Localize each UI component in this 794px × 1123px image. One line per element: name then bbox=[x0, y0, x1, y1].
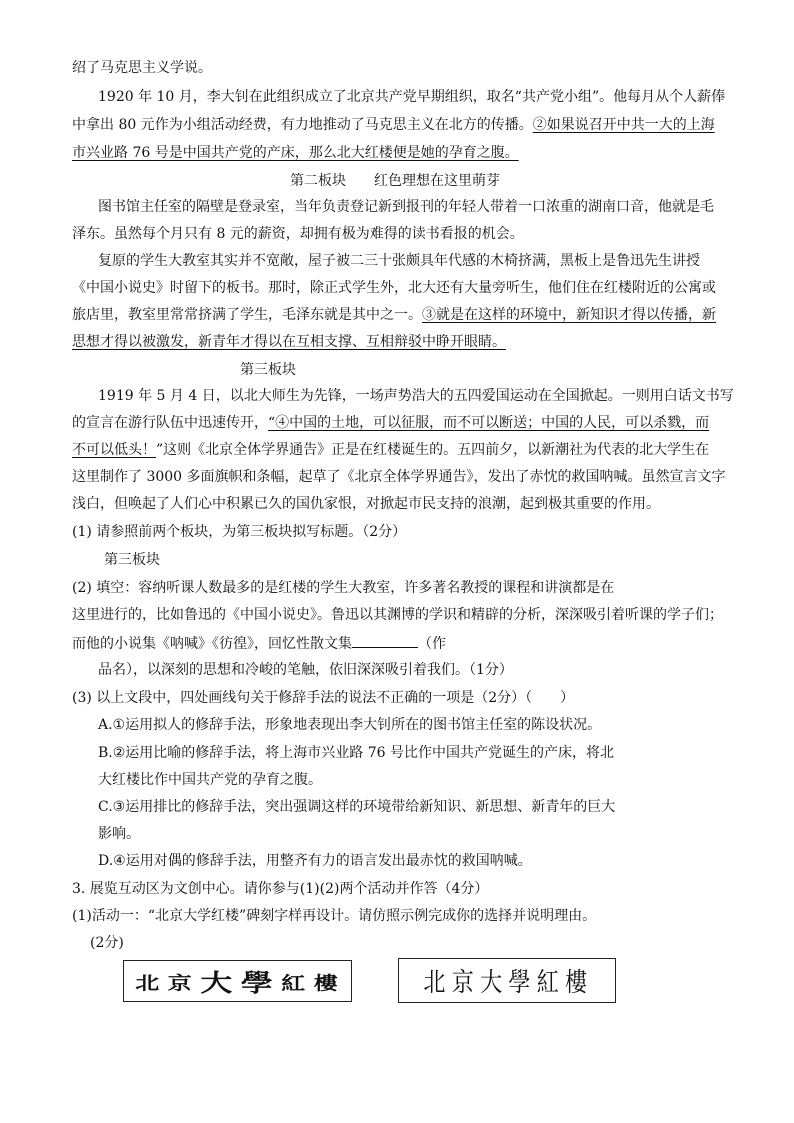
section-heading-2: 第二板块 红色理想在这里萌芽 bbox=[290, 173, 500, 189]
option-c-cont: 影响。 bbox=[98, 826, 140, 842]
calligraphy-char: 紅 bbox=[281, 971, 308, 994]
option-a: A.①运用拟人的修辞手法，形象地表现出李大钊所在的图书馆主任室的陈设状况。 bbox=[98, 717, 602, 733]
text-line bbox=[72, 115, 715, 135]
calligraphy-char: 大 bbox=[200, 968, 235, 997]
text-line: 绍了马克思主义学说。 bbox=[72, 60, 212, 76]
text-segment: 的宣言在游行队伍中迅速传开， bbox=[72, 415, 268, 431]
calligraphy-char: 京 bbox=[451, 968, 478, 998]
question-section-3: 3. 展览互动区为文创中心。请你参与(1)(2)两个活动并作答（4分） bbox=[72, 881, 489, 897]
calligraphy-char: 京 bbox=[167, 971, 194, 994]
text-line: 泽东。虽然每个月只有 8 元的薪资，却拥有极为难得的读书看报的机会。 bbox=[72, 226, 524, 242]
answer-label: 第三板块 bbox=[104, 552, 160, 568]
text-line: 浅白，但唤起了人们心中积累已久的国仇家恨，对掀起市民支持的浪潮，起到极其重要的作用。 bbox=[72, 496, 660, 512]
text-segment: 旅店里，教室里常常挤满了学生，毛泽东就是其中之一。 bbox=[72, 307, 422, 323]
question-2: (2) 填空：容纳听课人数最多的是红楼的学生大教室，许多著名教授的课程和讲演都是在 bbox=[72, 580, 615, 596]
option-c: C.③运用排比的修辞手法，突出强调这样的环境带给新知识、新思想、新青年的巨大 bbox=[98, 799, 616, 815]
text-line: 《中国小说史》时留下的板书。那时，除正式学生外，北大还有大量旁听生，他们住在红楼附近的公寓或 bbox=[72, 280, 716, 296]
text-line bbox=[72, 440, 709, 460]
text-line: 1920 年 10 月，李大钊在此组织成立了北京共产党早期组织，取名“共产党小组”。他每月从个人薪俸 bbox=[98, 89, 726, 105]
text-segment: 中拿出 80 元作为小组活动经费，有力地推动了马克思主义在北方的传播。 bbox=[72, 117, 533, 133]
underlined-sentence-2: ②如果说召开中共一大的上海 bbox=[532, 117, 715, 133]
underlined-sentence-4: “④中国的土地，可以征服，而不可以断送；中国的人民，可以杀戮，而 bbox=[268, 415, 710, 431]
underlined-sentence-3: ③就是在这样的环境中，新知识才得以传播，新 bbox=[422, 307, 716, 323]
text-line bbox=[72, 305, 716, 325]
calligraphy-char: 樓 bbox=[565, 968, 591, 998]
calligraphy-char: 大 bbox=[480, 968, 506, 998]
activity-1: (1)活动一：“北京大学红楼”碑刻字样再设计。请仿照示例完成你的选择并说明理由。 bbox=[72, 908, 597, 924]
calligraphy-sample-b bbox=[398, 958, 616, 1003]
text-segment: 而他的小说集《呐喊》《彷徨》，回忆性散文集 bbox=[72, 636, 352, 652]
question-3: (3) 以上文段中，四处画线句关于修辞手法的说法不正确的一项是（2分）（ ） bbox=[72, 690, 575, 706]
calligraphy-char: 北 bbox=[135, 971, 162, 994]
text-line: 复原的学生大教室其实并不宽敞，屋子被二三十张颇具年代感的木椅挤满，黑板上是鲁迅先生讲授 bbox=[98, 253, 700, 269]
text-segment: （作 bbox=[418, 636, 446, 652]
text-line: 这里制作了 3000 多面旗帜和条幅，起草了《北京全体学界通告》，发出了赤忱的救国呐喊。虽然宣言文字 bbox=[72, 469, 726, 485]
activity-1-points: (2分) bbox=[90, 935, 124, 951]
calligraphy-char: 樓 bbox=[313, 971, 340, 994]
underlined-sentence-2-cont: 市兴业路 76 号是中国共产党的产床，那么北大红楼便是她的孕育之腹。 bbox=[72, 145, 519, 161]
text-segment: ”这则《北京全体学界通告》正是在红楼诞生的。五四前夕，以新潮社为代表的北大学生在 bbox=[156, 442, 710, 458]
option-b-cont: 大红楼比作中国共产党的孕育之腹。 bbox=[98, 772, 322, 788]
section-heading-3: 第三板块 bbox=[240, 362, 296, 378]
underlined-sentence-4-cont: 不可以低头！ bbox=[72, 442, 156, 458]
text-line: 这里进行的，比如鲁迅的《中国小说史》。鲁迅以其渊博的学识和精辟的分析，深深吸引着听课的学子们； bbox=[72, 607, 723, 623]
text-line: 品名），以深刻的思想和冷峻的笔触，依旧深深吸引着我们。（1分） bbox=[98, 662, 513, 678]
calligraphy-char: 北 bbox=[423, 968, 449, 998]
fill-in-blank[interactable] bbox=[352, 633, 418, 648]
calligraphy-char: 學 bbox=[240, 968, 275, 997]
calligraphy-char: 紅 bbox=[536, 968, 563, 998]
option-d: D.④运用对偶的修辞手法，用整齐有力的语言发出最赤忱的救国呐喊。 bbox=[98, 853, 532, 869]
underlined-sentence-3-cont: 思想才得以被激发，新青年才得以在互相支撑、互相辩驳中睁开眼睛。 bbox=[72, 334, 506, 350]
text-line: 图书馆主任室的隔壁是登录室，当年负责登记新到报刊的年轻人带着一口浓重的湖南口音，他就是毛 bbox=[98, 199, 714, 215]
text-line bbox=[72, 413, 709, 433]
option-b: B.②运用比喻的修辞手法，将上海市兴业路 76 号比作中国共产党诞生的产床，将北 bbox=[98, 745, 615, 761]
calligraphy-sample-a bbox=[123, 960, 352, 1002]
text-line: 1919 年 5 月 4 日，以北大师生为先锋，一场声势浩大的五四爱国运动在全国掀起。一则用白话文书写 bbox=[98, 388, 734, 404]
question-1: (1) 请参照前两个板块，为第三板块拟写标题。（2分） bbox=[72, 524, 407, 540]
calligraphy-char: 學 bbox=[508, 968, 534, 998]
text-line bbox=[72, 633, 446, 654]
